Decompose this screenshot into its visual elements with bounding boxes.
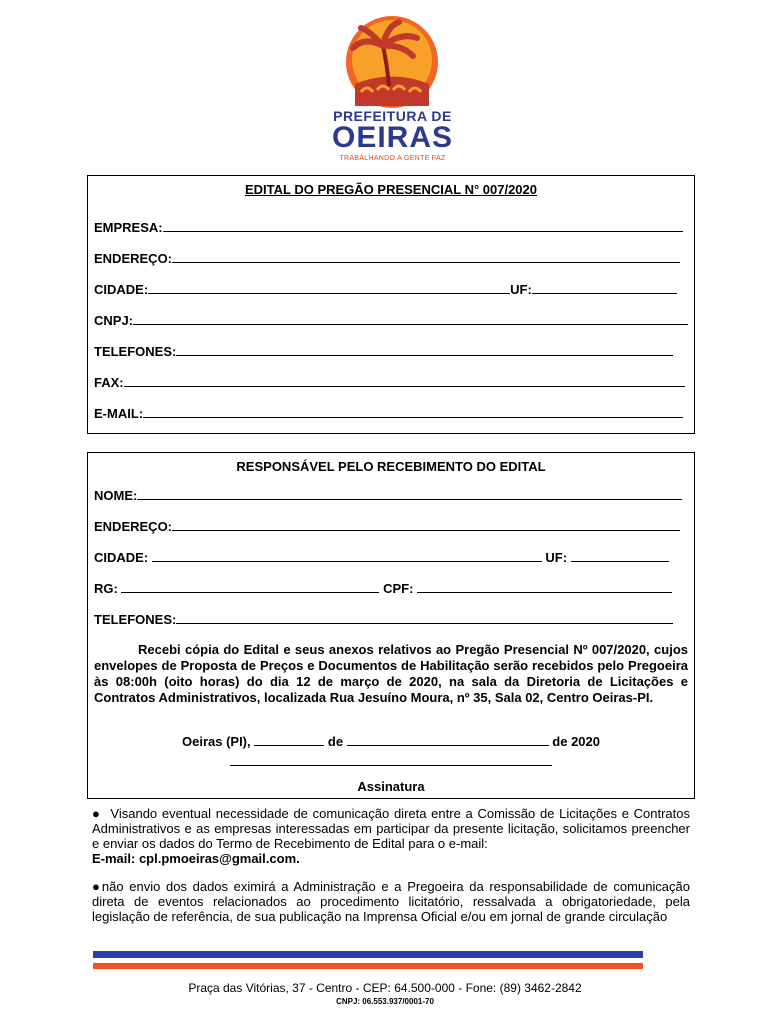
resp-telefones-field[interactable] bbox=[94, 612, 673, 627]
empresa-field[interactable] bbox=[94, 220, 683, 235]
month-line[interactable] bbox=[347, 734, 549, 746]
resp-uf-label: UF: bbox=[545, 550, 568, 565]
date-prefix: Oeiras (PI), bbox=[181, 734, 251, 749]
endereco-line[interactable] bbox=[172, 251, 680, 263]
logo-slogan: TRABALHANDO A GENTE FAZ bbox=[339, 155, 446, 162]
footer-cnpj: CNPJ: 06.553.937/0001-70 bbox=[336, 997, 434, 1006]
footer-bar-blue bbox=[93, 951, 643, 958]
day-line[interactable] bbox=[254, 734, 324, 746]
resp-telefones-label: TELEFONES: bbox=[94, 612, 177, 627]
email-label: E-MAIL: bbox=[94, 406, 144, 421]
fax-field[interactable] bbox=[94, 375, 685, 390]
bullet-icon: ● bbox=[92, 879, 102, 894]
cnpj-line[interactable] bbox=[133, 313, 688, 325]
bullet-icon: ● bbox=[92, 806, 111, 821]
cpf-label: CPF: bbox=[383, 581, 414, 596]
resp-endereco-line[interactable] bbox=[172, 519, 680, 531]
resp-uf-line[interactable] bbox=[571, 550, 669, 562]
cpf-line[interactable] bbox=[417, 581, 672, 593]
fax-line[interactable] bbox=[124, 375, 685, 387]
responsavel-form-box bbox=[87, 452, 695, 799]
telefones-line[interactable] bbox=[176, 344, 673, 356]
resp-endereco-label: ENDEREÇO: bbox=[94, 519, 173, 534]
responsavel-title: RESPONSÁVEL PELO RECEBIMENTO DO EDITAL bbox=[236, 459, 546, 474]
nome-field[interactable] bbox=[94, 488, 682, 503]
receipt-paragraph: Recebi cópia do Edital e seus anexos relativos ao Pregão Presencial Nº 007/2020, cujos envelopes de Proposta de Preços e Documentos de Habilitação serão recebidos pelo Pregoeira às 08:00h (oito horas) do dia 12 de março de 2020, na sala da Diretoria de Licitações e Contratos Administrativos, localizada Rua Jesuíno Moura, nº 35, Sala 02, Centro Oeiras-PI. bbox=[94, 642, 688, 705]
date-suffix: de 2020 bbox=[552, 734, 600, 749]
cidade-line[interactable] bbox=[148, 282, 510, 294]
nome-line[interactable] bbox=[137, 488, 682, 500]
note2-text: não envio dos dados eximirá a Administração e a Pregoeira da responsabilidade de comunicação direta de eventos relacionados ao procedimento licitatório, ressalvada a obrigatoriedade, pela legislação de referência, de sua publicação na Imprensa Oficial e/ou em jornal de grande circulação bbox=[92, 879, 691, 924]
resp-endereco-field[interactable] bbox=[94, 519, 680, 534]
edital-form-box bbox=[87, 175, 695, 434]
edital-title: EDITAL DO PREGÃO PRESENCIAL N° 007/2020 bbox=[244, 182, 537, 197]
footer-bar-orange bbox=[93, 963, 643, 969]
note-responsibility bbox=[92, 879, 690, 924]
logo-line2: OEIRAS bbox=[331, 121, 454, 154]
endereco-field[interactable] bbox=[94, 251, 680, 266]
rg-cpf-field[interactable] bbox=[94, 581, 672, 596]
resp-cidade-label: CIDADE: bbox=[94, 550, 149, 565]
fax-label: FAX: bbox=[94, 375, 124, 390]
note1-text: Visando eventual necessidade de comunicação direta entre a Comissão de Licitações e Contratos Administrativos e as empresas interessadas em participar da presente licitação, solicitamos preencher e enviar os dados do Termo de Recebimento de Edital para o e-mail: bbox=[92, 806, 691, 851]
contact-email[interactable]: E-mail: cpl.pmoeiras@gmail.com. bbox=[92, 851, 300, 866]
telefones-field[interactable] bbox=[94, 344, 673, 359]
resp-telefones-line[interactable] bbox=[176, 612, 673, 624]
cidade-label: CIDADE: bbox=[94, 282, 149, 297]
uf-line[interactable] bbox=[532, 282, 677, 294]
note-communication bbox=[92, 806, 690, 866]
logo-emblem bbox=[325, 14, 460, 109]
cnpj-label: CNPJ: bbox=[94, 313, 134, 328]
footer-address: Praça das Vitórias, 37 - Centro - CEP: 64.500-000 - Fone: (89) 3462-2842 bbox=[188, 981, 582, 995]
prefeitura-logo bbox=[325, 14, 460, 164]
email-field[interactable] bbox=[94, 406, 683, 421]
telefones-label: TELEFONES: bbox=[94, 344, 177, 359]
rg-label: RG: bbox=[94, 581, 118, 596]
logo-line1: PREFEITURA DE bbox=[333, 108, 452, 124]
date-de: de bbox=[327, 734, 344, 749]
endereco-label: ENDEREÇO: bbox=[94, 251, 173, 266]
uf-label: UF: bbox=[510, 282, 532, 297]
signature-label: Assinatura bbox=[357, 779, 425, 794]
resp-cidade-uf-field[interactable] bbox=[94, 550, 669, 565]
date-line[interactable] bbox=[88, 734, 694, 749]
nome-label: NOME: bbox=[94, 488, 138, 503]
cidade-uf-field[interactable] bbox=[94, 282, 677, 297]
signature-line[interactable] bbox=[230, 765, 552, 766]
rg-line[interactable] bbox=[121, 581, 379, 593]
empresa-label: EMPRESA: bbox=[94, 220, 163, 235]
empresa-line[interactable] bbox=[163, 220, 683, 232]
cnpj-field[interactable] bbox=[94, 313, 688, 328]
email-line[interactable] bbox=[143, 406, 683, 418]
resp-cidade-line[interactable] bbox=[152, 550, 542, 562]
